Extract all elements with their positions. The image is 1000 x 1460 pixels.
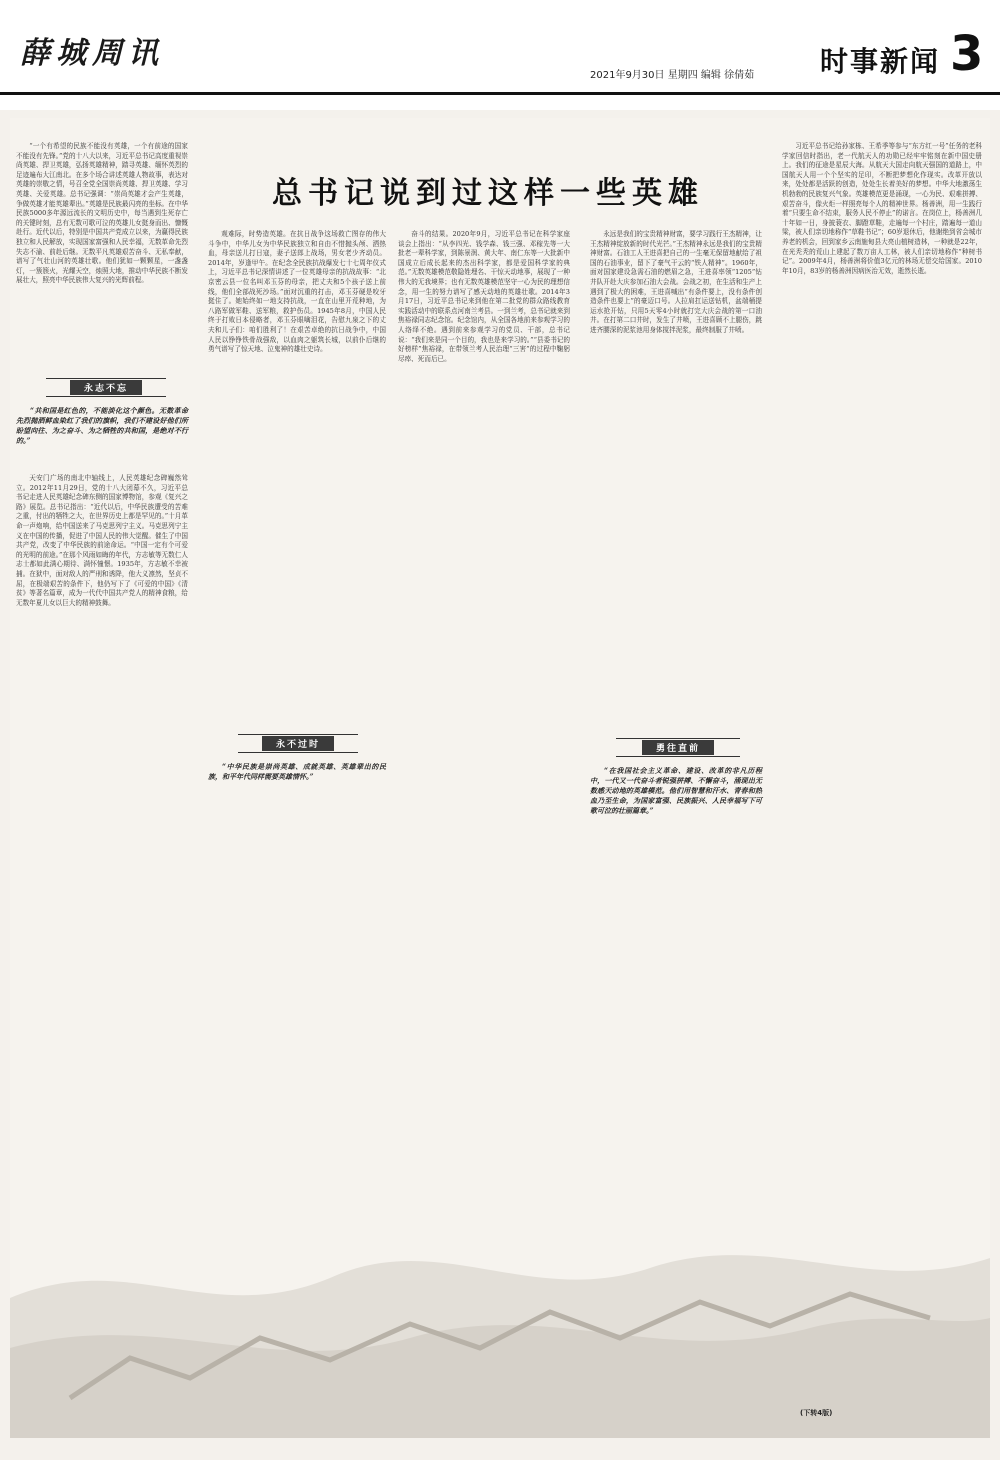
pull-quote bbox=[16, 406, 188, 466]
section-head bbox=[238, 734, 358, 753]
newspaper-brand: 薛城周讯 bbox=[20, 36, 164, 71]
article-column bbox=[782, 142, 982, 1412]
column-text: 天安门广场的南北中轴线上，人民英雄纪念碑巍然耸立。2012年11月29日，党的十八大闭幕不久，习近平总书记走进人民英雄纪念碑东侧的国家博物馆，参观《复兴之路》展览。总书记指出：“近代以后，中华民族遭受的苦难之重，付出的牺牲之大，在世界历史上都是罕见的。”十月革命一声炮响，给中国送来了马克思列宁主义。马克思列宁主义在中国的传播，促进了中国人民的伟大觉醒。催生了中国共产党，改变了中华民族的前途命运。“中国一定有个可爱的光明的前途。”在那个风雨如晦的年代，方志敏等无数仁人志士都如此满心期待、满怀憧憬。1935年，方志敏不幸被捕。在狱中，面对敌人的严刑和诱降，他大义凛然，坚贞不屈，在极端艰苦的条件下，他仍写下了《可爱的中国》《清贫》等著名篇章，成为一代代中国共产党人的精神食粮，给无数年夏儿女以巨大的精神鼓舞。 bbox=[16, 474, 188, 607]
article-column bbox=[16, 142, 188, 372]
column-text: 永远是我们的宝贵精神财富，要学习践行王杰精神，让王杰精神绽放新的时代光芒。”王杰精神永远是我们的宝贵精神财富。石油工人王进喜把自己的一生毫无保留地献给了祖国的石油事业，留下了豪气干云的“铁人精神”。1960年，面对国家建设急需石油的燃眉之急，王进喜率领“1205”钻井队开赴大庆参加石油大会战。会战之初，在生活和生产上遇到了极大的困难，王进喜喊出“有条件要上，没有条件创造条件也要上”的豪迈口号。人拉肩扛运送钻机，盆端桶提运水抢开钻，只用5天零4小时就打完大庆会战的第一口油井。在打第二口井时，发生了井喷，王进喜顾不上腿伤，跳进齐腰深的泥浆池用身体搅拌泥浆，最终制服了井喷。 bbox=[590, 230, 762, 334]
article-column bbox=[16, 474, 188, 1374]
pull-quote bbox=[590, 766, 762, 846]
column-text: 习近平总书记给孙家栋、王希季等参与“东方红一号”任务的老科学家回信时指出，老一代航天人的功勋已经牢牢铭刻在新中国史册上。我们的征途是星辰大海。从航天大国走向航天强国的道路上，中国航天人用一个个坚实的足印，不断把梦想化作现实。改革开放以来，处处都是活跃的创造，处处生长着美好的梦想。中华大地激荡生机勃勃的民族复兴气象。英雄模范更是涌现，一心为民、艰难拼搏、艰苦奋斗，像火炬一样照亮每个人的精神世界。杨善洲，用一生践行着“只要生命不结束，服务人民不停止”的诺言。在岗位上，杨善洲几十年如一日，身披蓑衣、脚蹬草鞋，走遍每一个村庄，踏遍每一道山梁，被人们亲切地称作“草鞋书记”；60岁退休后，他谢绝到省会城市养老的机会，回到家乡云南施甸县大亮山植树造林，一种就是22年，在光秃秃的荒山上建起了数万亩人工林，被人们亲切地称作“种树书记”。2009年4月，杨善洲将价值3亿元的林场无偿交给国家。2010年10月，83岁的杨善洲因病医治无效，逝然长逝。 bbox=[782, 142, 982, 275]
section-head-label: 永志不忘 bbox=[70, 380, 142, 395]
pull-quote-text: “共和国是红色的，不能淡化这个颜色。无数革命先烈抛洒鲜血染红了我们的旗帜，我们不建设好他们所盼望向往、为之奋斗、为之牺牲的共和国，是绝对不行的。” bbox=[16, 406, 188, 445]
article-column bbox=[398, 230, 570, 1330]
publication-date: 2021年9月30日 星期四 编辑 徐倩茹 bbox=[590, 70, 755, 81]
masthead bbox=[0, 0, 1000, 110]
section-head-label: 永不过时 bbox=[262, 736, 334, 751]
article-area bbox=[10, 118, 990, 1438]
column-text: 奋斗的结果。2020年9月，习近平总书记在科学家座谈会上指出：“从李四光、钱学森、钱三强、邓稼先等一大批老一辈科学家，到陈景润、黄大年、南仁东等一大批新中国成立后成长起来的杰出科学家，都是爱国科学家的典范。”无数英雄模范敬隐姓埋名、干惊天动地事，展现了一种伟大的无我境界；也有无数英雄模范坚守一心为民的理想信念，用一生的努力谱写了感天动地的英雄壮歌。2014年3月17日，习近平总书记来到他在第二批党的群众路线教育实践活动中的联系点河南兰考县。一到兰考，总书记就来到焦裕禄同志纪念馆。纪念馆内，从全国各地前来参观学习的人络绎不绝。遇到前来参观学习的党员、干部，总书记说：“我们来是同一个目的，我也是来学习的。”“县委书记的好榜样”焦裕禄，在带领兰考人民治理“三害”的过程中鞠躬尽瘁、死而后已。 bbox=[398, 230, 570, 363]
section-head-label: 勇往直前 bbox=[642, 740, 714, 755]
continued-note: (下转4版) bbox=[800, 1409, 833, 1417]
section-head bbox=[616, 738, 740, 757]
section-title: 时事新闻 bbox=[820, 45, 941, 78]
article-column bbox=[590, 230, 762, 730]
masthead-rule bbox=[0, 92, 1000, 95]
section-head bbox=[46, 378, 166, 397]
article-column bbox=[208, 230, 386, 730]
page-number: 3 bbox=[950, 26, 984, 82]
pull-quote bbox=[208, 762, 386, 812]
column-text: “一个有希望的民族不能没有英雄，一个有前途的国家不能没有先锋。”党的十八大以来，习近平总书记高度重视崇尚英雄、捍卫英雄，弘扬英雄精神，踏寻英雄、缅怀英烈的足迹遍布大江南北。在多个场合讲述英雄人物故事，表达对英雄的崇敬之情，号召全党全国崇尚英雄、捍卫英雄、学习英雄、关爱英雄。总书记强调：“崇尚英雄才会产生英雄，争做英雄才能英雄辈出。”英雄是民族最闪亮的坐标。在中华民族5000多年源远流长的文明历史中，每当遇到生死存亡的关键时刻，总有无数可歌可泣的英雄儿女挺身而出、慷慨赴行。近代以后，特别是中国共产党成立以来，为赢得民族独立和人民解放，实现国家富强和人民幸福，无数革命先烈失志不渝、前赴后继。无数平凡英雄艰苦奋斗、无私奉献，谱写了气壮山河的英雄壮歌。他们犹如一颗颗星，一盏盏灯，一簇簇火，光耀天空，烛照大地，推动中华民族不断发展壮大，照亮中华民族伟大复兴的光辉前程。 bbox=[16, 142, 188, 285]
pull-quote-text: “在我国社会主义革命、建设、改革的非凡历程中，一代又一代奋斗者锐强拼搏、不懈奋斗，涌现出无数感天动地的英雄模范。他们用智慧和汗水、青春和热血乃至生命，为国家富强、民族振兴、人民幸福写下可歌可泣的壮丽篇章。” bbox=[590, 766, 762, 815]
article-headline: 总书记说到过这样一些英雄 bbox=[272, 176, 704, 211]
column-text: 观难际，时势造英雄。在抗日战争这场救亡图存的伟大斗争中，中华儿女为中华民族独立和自由不惜抛头颅、洒热血，母亲送儿打日寇，妻子送郎上战场，男女老少齐动员。2014年，岁逢甲午。在纪念全民族抗战爆发七十七周年仪式上，习近平总书记深情讲述了一位英雄母亲的抗战故事：“北京密云县一位名叫邓玉芬的母亲，把丈夫和5个孩子送上前线，他们全部战死沙场。”面对沉重的打击，邓玉芬硬是咬牙挺住了。她始终如一地支持抗战，一直在山里开荒种地，为八路军做军鞋、送军粮，救护伤员。1945年8月，中国人民终于打败日本侵略者，邓玉芬眼噙泪花，告慰九泉之下的丈夫和儿子们：咱们胜利了！在艰苦卓绝的抗日战争中，中国人民以铮铮铁骨战强敌，以血肉之躯筑长城，以前仆后继的勇气谱写了惊天地、泣鬼神的雄壮史诗。 bbox=[208, 230, 386, 354]
pull-quote-text: “中华民族是崇尚英雄、成就英雄、英雄辈出的民族，和平年代同样需要英雄情怀。” bbox=[208, 762, 386, 781]
